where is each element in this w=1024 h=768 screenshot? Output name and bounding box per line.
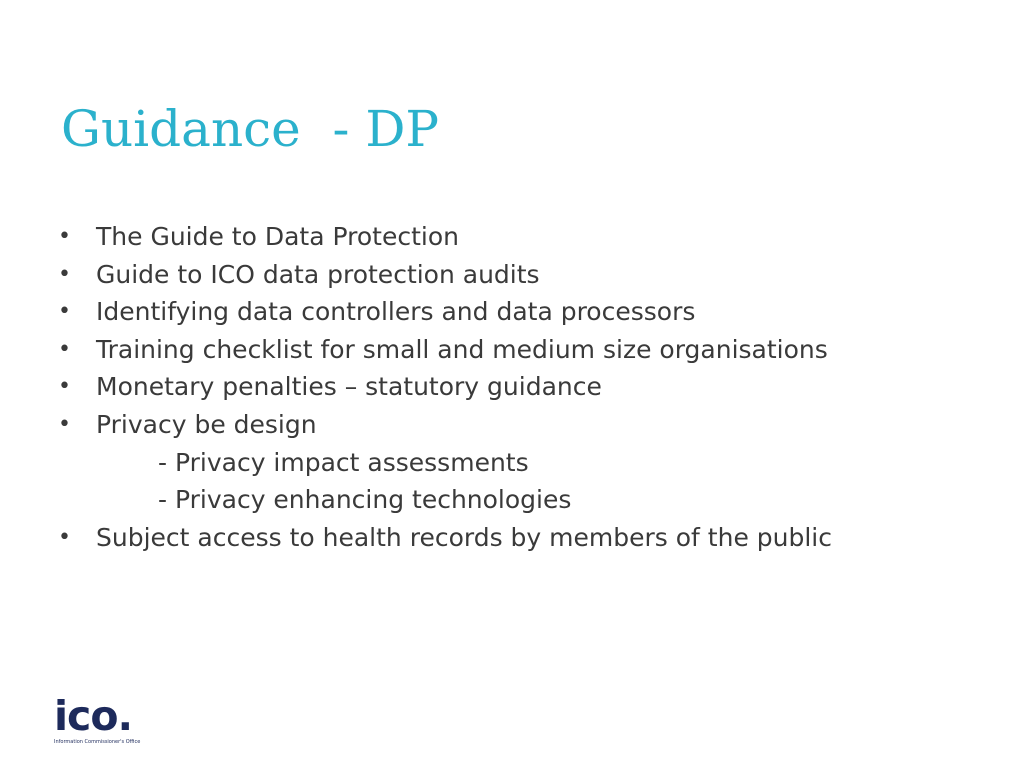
list-item-text: Guide to ICO data protection audits <box>96 259 540 289</box>
list-item-text: The Guide to Data Protection <box>96 222 459 251</box>
list-item-text: Privacy be design <box>96 409 317 439</box>
logo-subtitle: Information Commissioner's Office <box>54 739 141 745</box>
list-item <box>58 256 998 294</box>
list-item <box>58 293 998 331</box>
list-item <box>58 331 998 369</box>
slide-title: Guidance - DP <box>61 100 440 158</box>
logo-mark: ico. <box>54 692 133 740</box>
bullet-icon: • <box>58 261 71 287</box>
list-item-text: Monetary penalties – statutory guidance <box>96 372 602 402</box>
sub-list-item <box>58 444 998 482</box>
list-item-text: Training checklist for small and medium size organisations <box>96 334 828 364</box>
bullet-icon: • <box>58 224 71 249</box>
bullet-list <box>58 218 998 556</box>
sub-list-item-text: - Privacy enhancing technologies <box>158 485 572 515</box>
ico-logo <box>54 694 154 750</box>
bullet-icon: • <box>58 374 71 400</box>
sub-list-item-text: - Privacy impact assessments <box>158 447 529 477</box>
bullet-icon: • <box>58 299 71 325</box>
bullet-icon: • <box>58 524 71 550</box>
list-item <box>58 406 998 444</box>
bullet-icon: • <box>58 336 71 362</box>
list-item-text: Identifying data controllers and data processors <box>96 297 696 327</box>
bullet-icon: • <box>58 411 71 437</box>
list-item <box>58 218 998 256</box>
list-item <box>58 519 998 557</box>
list-item-text: Subject access to health records by members of the public <box>96 522 832 552</box>
sub-list-item <box>58 481 998 519</box>
list-item <box>58 368 998 406</box>
